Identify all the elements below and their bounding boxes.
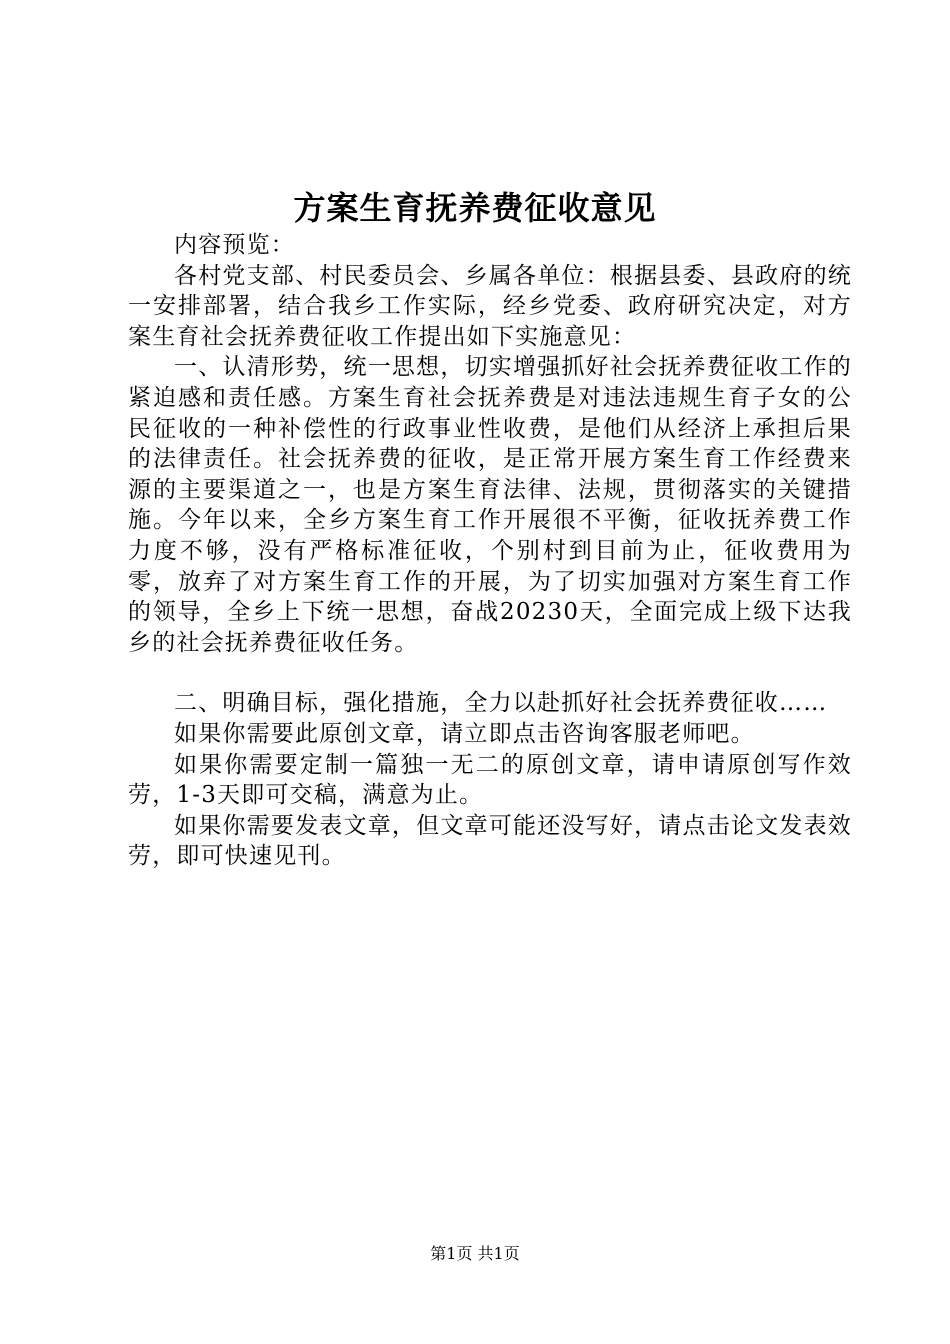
paragraph-section-two: 二、明确目标，强化措施，全力以赴抓好社会抚养费征收…… (174, 690, 828, 717)
paragraph-intro: 各村党支部、村民委员会、乡属各单位：根据县委、县政府的统一安排部署，结合我乡工作实际，经乡党委、政府研究决定，对方案生育社会抚养费征收工作提出如下实施意见： (128, 262, 852, 350)
paragraph-custom-writing: 如果你需要定制一篇独一无二的原创文章，请申请原创写作效劳，1-3天即可交稿，满意为止。 (128, 751, 852, 809)
page-number: 第1页 共1页 (430, 1244, 520, 1263)
document-body (128, 230, 852, 872)
document-title: 方案生育抚养费征收意见 (293, 189, 657, 227)
preview-label: 内容预览： (174, 232, 295, 258)
paragraph-publish: 如果你需要发表文章，但文章可能还没写好，请点击论文发表效劳，即可快速见刊。 (128, 812, 852, 870)
paragraph-section-one: 一、认清形势，统一思想，切实增强抓好社会抚养费征收工作的紧迫感和责任感。方案生育社会抚养费是对违法违规生育子女的公民征收的一种补偿性的行政事业性收费，是他们从经济上承担后果的法律责任。社会抚养费的征收，是正常开展方案生育工作经费来源的主要渠道之一，也是方案生育法律、法规，贯彻落实的关键措施。今年以来，全乡方案生育工作开展很不平衡，征收抚养费工作力度不够，没有严格标准征收，个别村到目前为止，征收费用为零，放弃了对方案生育工作的开展，为了切实加强对方案生育工作的领导，全乡上下统一思想，奋战20230天，全面完成上级下达我乡的社会抚养费征收任务。 (128, 354, 852, 656)
paragraph-consult: 如果你需要此原创文章，请立即点击咨询客服老师吧。 (174, 720, 755, 747)
